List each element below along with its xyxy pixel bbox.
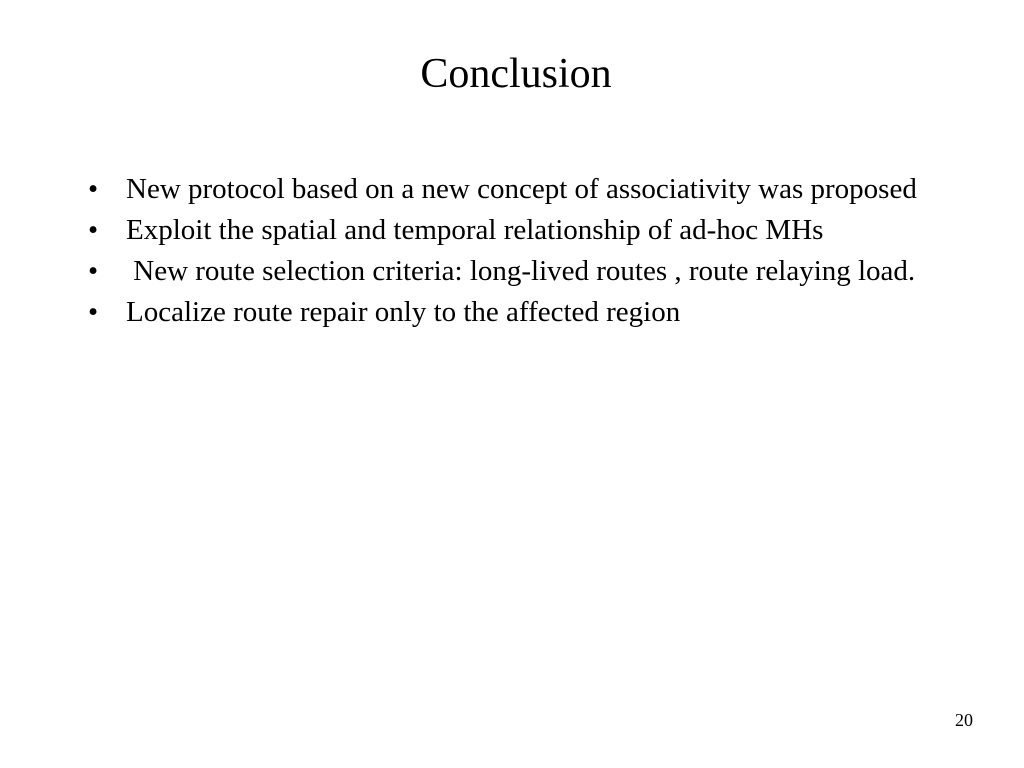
bullet-text: Localize route repair only to the affected region [126,296,681,328]
bullet-item [88,251,948,292]
bullet-dot-icon: • [88,255,99,287]
bullet-text: New route selection criteria: long-lived routes , route relaying load. [126,255,916,287]
bullet-text: Exploit the spatial and temporal relationship of ad-hoc MHs [126,214,824,246]
bullet-item [88,292,948,333]
page-number: 20 [955,710,973,730]
bullet-item [88,169,948,210]
bullet-text: New protocol based on a new concept of associativity was proposed [126,173,917,205]
bullet-item [88,210,948,251]
bullet-dot-icon: • [88,173,99,205]
slide-title: Conclusion [420,51,612,97]
bullet-dot-icon: • [88,214,99,246]
bullet-list [88,169,948,333]
bullet-dot-icon: • [88,296,99,328]
